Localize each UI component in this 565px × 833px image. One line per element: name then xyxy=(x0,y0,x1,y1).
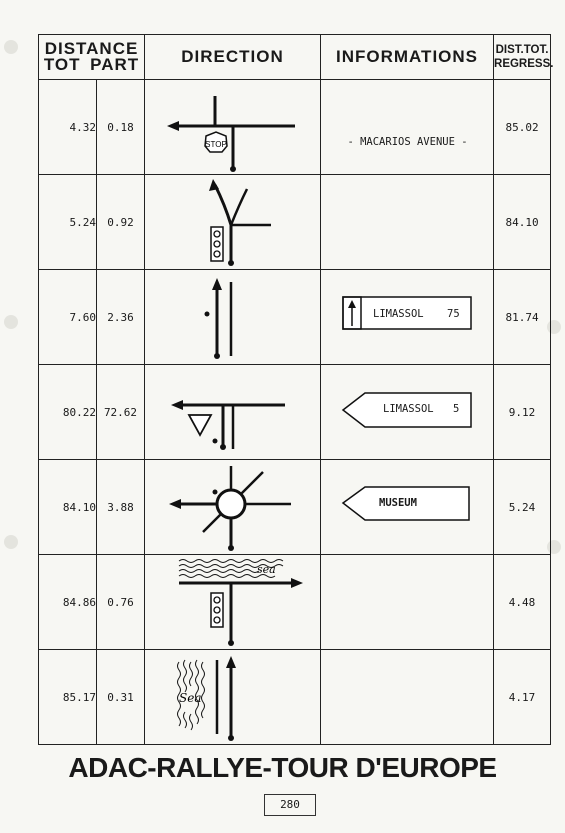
info-cell xyxy=(321,555,494,650)
direction-cell xyxy=(145,175,321,270)
part-cell: 0.92 xyxy=(97,175,145,270)
part-cell: 0.31 xyxy=(97,650,145,745)
part-cell: 0.76 xyxy=(97,555,145,650)
tot-cell: 84.86 xyxy=(39,555,97,650)
tot-label: TOT xyxy=(43,55,81,74)
stop-sign-label: STOP xyxy=(205,140,227,149)
tot-cell: 7.60 xyxy=(39,270,97,365)
binder-hole xyxy=(4,315,18,329)
regress-cell: 5.24 xyxy=(494,460,551,555)
part-cell: 0.18 xyxy=(97,80,145,175)
stop-junction-diagram xyxy=(145,80,321,174)
give-way-junction-diagram xyxy=(145,365,321,459)
tot-cell: 5.24 xyxy=(39,175,97,270)
sign-destination: MUSEUM xyxy=(379,497,417,509)
dist-tot-label: DIST.TOT. xyxy=(495,44,549,56)
table-row xyxy=(39,80,551,175)
distance-label: DISTANCE xyxy=(44,39,139,58)
coastal-road-diagram xyxy=(145,555,321,649)
regress-cell: 85.02 xyxy=(494,80,551,175)
table-row xyxy=(39,555,551,650)
direction-cell xyxy=(145,270,321,365)
sign-destination: LIMASSOL xyxy=(373,308,424,320)
sea-label: sea xyxy=(257,563,276,576)
regress-cell: 84.10 xyxy=(494,175,551,270)
table-row xyxy=(39,460,551,555)
tot-cell: 4.32 xyxy=(39,80,97,175)
rally-title: ADAC-RALLYE-TOUR D'EUROPE xyxy=(68,752,497,783)
part-cell: 72.62 xyxy=(97,365,145,460)
informations-header: INFORMATIONS xyxy=(321,35,494,80)
info-cell xyxy=(321,175,494,270)
part-label: PART xyxy=(90,55,140,74)
regress-label: REGRESS. xyxy=(494,58,554,70)
header-row xyxy=(39,35,551,80)
sign-distance: 5 xyxy=(453,403,460,415)
direction-cell xyxy=(145,460,321,555)
straight-road-diagram xyxy=(145,270,321,364)
street-name: - MACARIOS AVENUE - xyxy=(347,136,468,148)
info-cell xyxy=(321,460,494,555)
direction-cell xyxy=(145,80,321,175)
dist-tot-regress-header xyxy=(494,35,554,80)
regress-cell: 4.17 xyxy=(494,650,551,745)
binder-hole xyxy=(4,535,18,549)
direction-header: DIRECTION xyxy=(145,35,321,80)
table-row xyxy=(39,650,551,745)
direction-cell xyxy=(145,650,321,745)
roadbook-table xyxy=(38,34,554,745)
direction-cell xyxy=(145,365,321,460)
roundabout-diagram xyxy=(145,460,321,554)
regress-cell: 4.48 xyxy=(494,555,551,650)
sign-destination: LIMASSOL xyxy=(383,403,434,415)
info-cell xyxy=(321,365,494,460)
info-cell xyxy=(321,270,494,365)
page-number: 280 xyxy=(264,794,316,816)
distance-header xyxy=(39,35,145,80)
table-row xyxy=(39,365,551,460)
tot-cell: 85.17 xyxy=(39,650,97,745)
binder-hole xyxy=(4,40,18,54)
sign-distance: 75 xyxy=(447,308,460,320)
tot-cell: 80.22 xyxy=(39,365,97,460)
info-cell xyxy=(321,650,494,745)
direction-cell xyxy=(145,555,321,650)
sea-label: Sea xyxy=(179,691,202,705)
part-cell: 3.88 xyxy=(97,460,145,555)
tot-cell: 84.10 xyxy=(39,460,97,555)
info-cell xyxy=(321,80,494,175)
regress-cell: 9.12 xyxy=(494,365,551,460)
part-cell: 2.36 xyxy=(97,270,145,365)
table-row xyxy=(39,175,551,270)
sea-side-road-diagram xyxy=(145,650,321,744)
table-row xyxy=(39,270,551,365)
fork-traffic-light-diagram xyxy=(145,175,321,269)
regress-cell: 81.74 xyxy=(494,270,551,365)
